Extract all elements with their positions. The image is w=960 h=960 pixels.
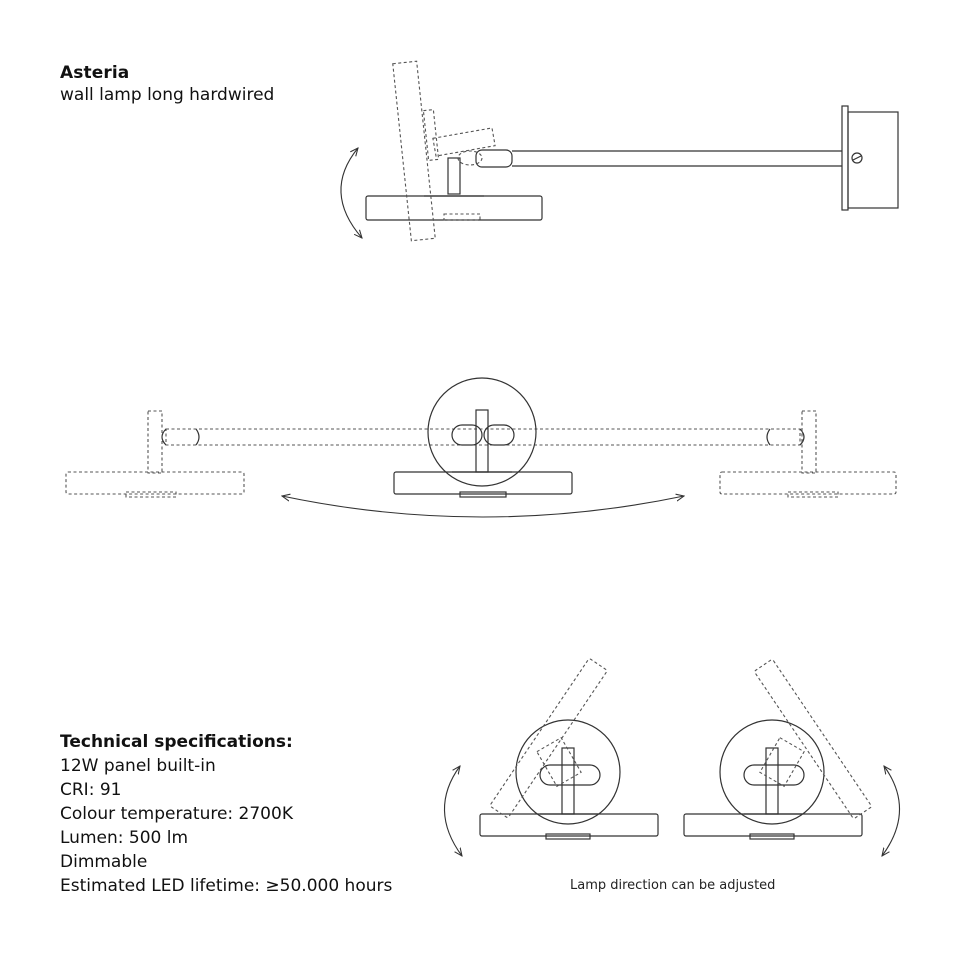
adjust-view-right [684,659,900,856]
product-title-block [60,62,274,106]
adjust-view-left [444,658,658,856]
spec-line-cri: CRI: 91 [60,780,122,800]
rotate-arrow-right-icon [882,766,900,856]
arm-dashed [166,429,800,445]
spec-heading: Technical specifications: [60,732,293,752]
adjustment-caption: Lamp direction can be adjusted [570,878,776,893]
swing-arrow-icon [282,496,684,517]
spec-line-colour-temperature: Colour temperature: 2700K [60,804,293,824]
spec-line-lifetime: Estimated LED lifetime: ≥50.000 hours [60,876,393,896]
spec-line-power: 12W panel built-in [60,756,216,776]
stem [448,158,460,194]
centre-base [394,472,572,494]
left-stem [148,411,162,473]
right-disk [720,472,896,494]
wall-plate [842,106,848,210]
tilt-arrow-icon [341,148,362,238]
rotate-arrow-left-icon [444,766,462,856]
product-name: Asteria [60,63,130,83]
product-subtitle: wall lamp long hardwired [60,85,275,105]
spec-line-dimmable: Dimmable [60,852,148,872]
base-disk-solid [366,196,542,220]
technical-specifications [60,730,392,898]
wall-canopy [848,112,898,208]
spec-line-lumen: Lumen: 500 lm [60,828,189,848]
base-disk-rotated-dashed [393,61,435,241]
front-view [66,378,896,517]
left-disk [66,472,244,494]
right-stem [802,411,816,473]
side-view [341,61,898,241]
